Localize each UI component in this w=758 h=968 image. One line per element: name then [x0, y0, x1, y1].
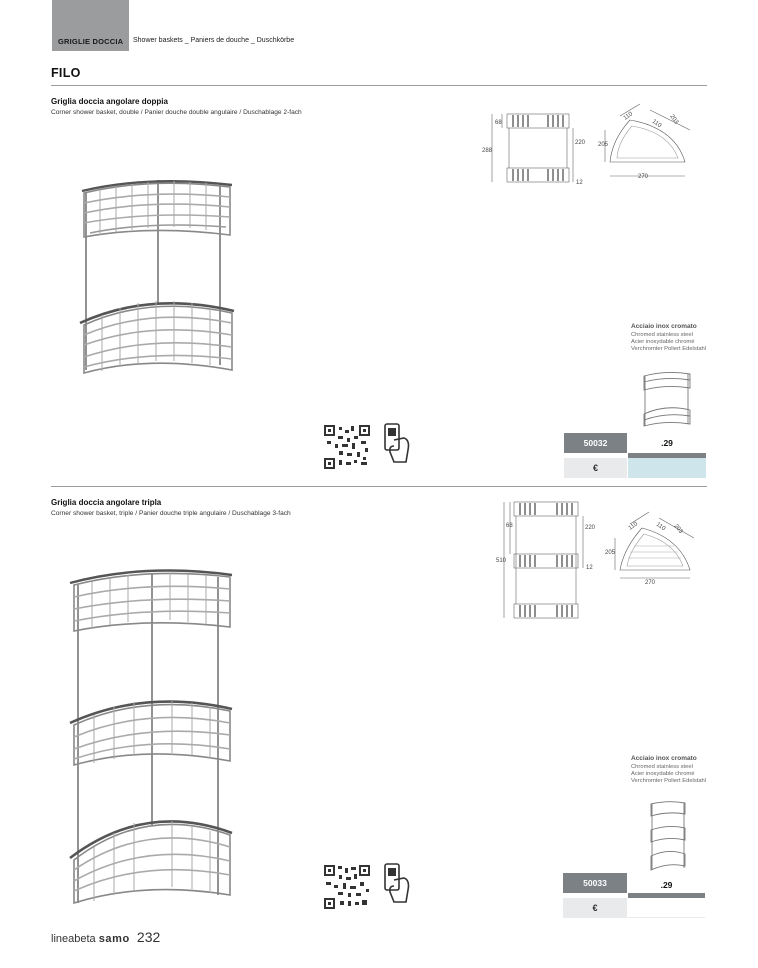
material-line: Chromed stainless steel: [631, 764, 693, 770]
product-price: .29: [628, 873, 705, 893]
dim-depth: 205: [605, 550, 616, 556]
currency-label: €: [563, 898, 627, 918]
phone-scan-icon[interactable]: [380, 862, 414, 904]
price-highlight-cell: [628, 458, 706, 478]
currency-label: €: [564, 458, 627, 478]
dim-side1: 110: [627, 521, 639, 532]
dim-top: 68: [495, 120, 502, 126]
dim-width: 270: [645, 580, 656, 586]
product-code: 50032: [564, 433, 627, 453]
dim-top: 68: [506, 523, 513, 529]
product-divider: [51, 486, 707, 487]
section-title: FILO: [51, 66, 81, 80]
product-thumbnail-triple: [648, 800, 688, 872]
dim-bottom: 12: [576, 180, 583, 186]
material-line: Verchromter Poliert Edelstahl: [631, 778, 707, 784]
dim-side2: 110: [654, 521, 667, 533]
qr-code-icon[interactable]: [323, 424, 371, 470]
material-line: Acier inoxydable chromé: [631, 771, 695, 777]
product-description: Corner shower basket, triple / Panier douche triple angulaire / Duschablage 3-fach: [51, 510, 291, 517]
breadcrumb: Shower baskets _ Paniers de douche _ Duschkörbe: [133, 37, 295, 44]
material-title: Acciaio inox cromato: [631, 755, 697, 762]
dim-diag: 203: [672, 523, 684, 535]
technical-drawing-double: [480, 100, 700, 195]
product-name: Griglia doccia angolare tripla: [51, 498, 162, 507]
technical-drawing-triple: [494, 498, 704, 623]
brand-line: lineabeta: [51, 933, 96, 945]
dim-diag: 203: [668, 113, 680, 126]
dim-width: 270: [638, 174, 649, 180]
material-line: Verchromter Poliert Edelstahl: [631, 346, 707, 352]
dim-side1: 110: [622, 111, 634, 122]
dim-height: 510: [496, 558, 507, 564]
product-thumbnail-double: [641, 370, 693, 430]
material-title: Acciaio inox cromato: [631, 323, 697, 330]
price-empty-cell: [628, 898, 705, 918]
product-description: Corner shower basket, double / Panier douche double angulaire / Duschablage 2-fach: [51, 109, 302, 116]
material-line: Acier inoxydable chromé: [631, 339, 695, 345]
product-name: Griglia doccia angolare doppia: [51, 97, 168, 106]
category-tab[interactable]: [52, 0, 129, 51]
page-number: 232: [136, 929, 161, 945]
material-line: Chromed stainless steel: [631, 332, 693, 338]
dim-depth: 205: [598, 142, 609, 148]
phone-scan-icon[interactable]: [380, 422, 414, 464]
brand-name: samo: [98, 933, 130, 945]
qr-code-icon[interactable]: [323, 864, 371, 910]
dim-height: 288: [482, 148, 493, 154]
dim-bottom: 12: [586, 565, 593, 571]
dim-gap: 220: [585, 525, 596, 531]
footer-brand: [51, 929, 160, 945]
product-price: .29: [628, 433, 706, 453]
dim-gap: 220: [575, 140, 586, 146]
dim-side2: 110: [650, 118, 663, 130]
product-photo-double-basket: [70, 175, 240, 380]
category-tab-label: GRIGLIE DOCCIA: [58, 37, 124, 46]
product-code: 50033: [563, 873, 627, 893]
product-photo-triple-basket: [60, 565, 240, 910]
section-divider: [51, 85, 707, 86]
